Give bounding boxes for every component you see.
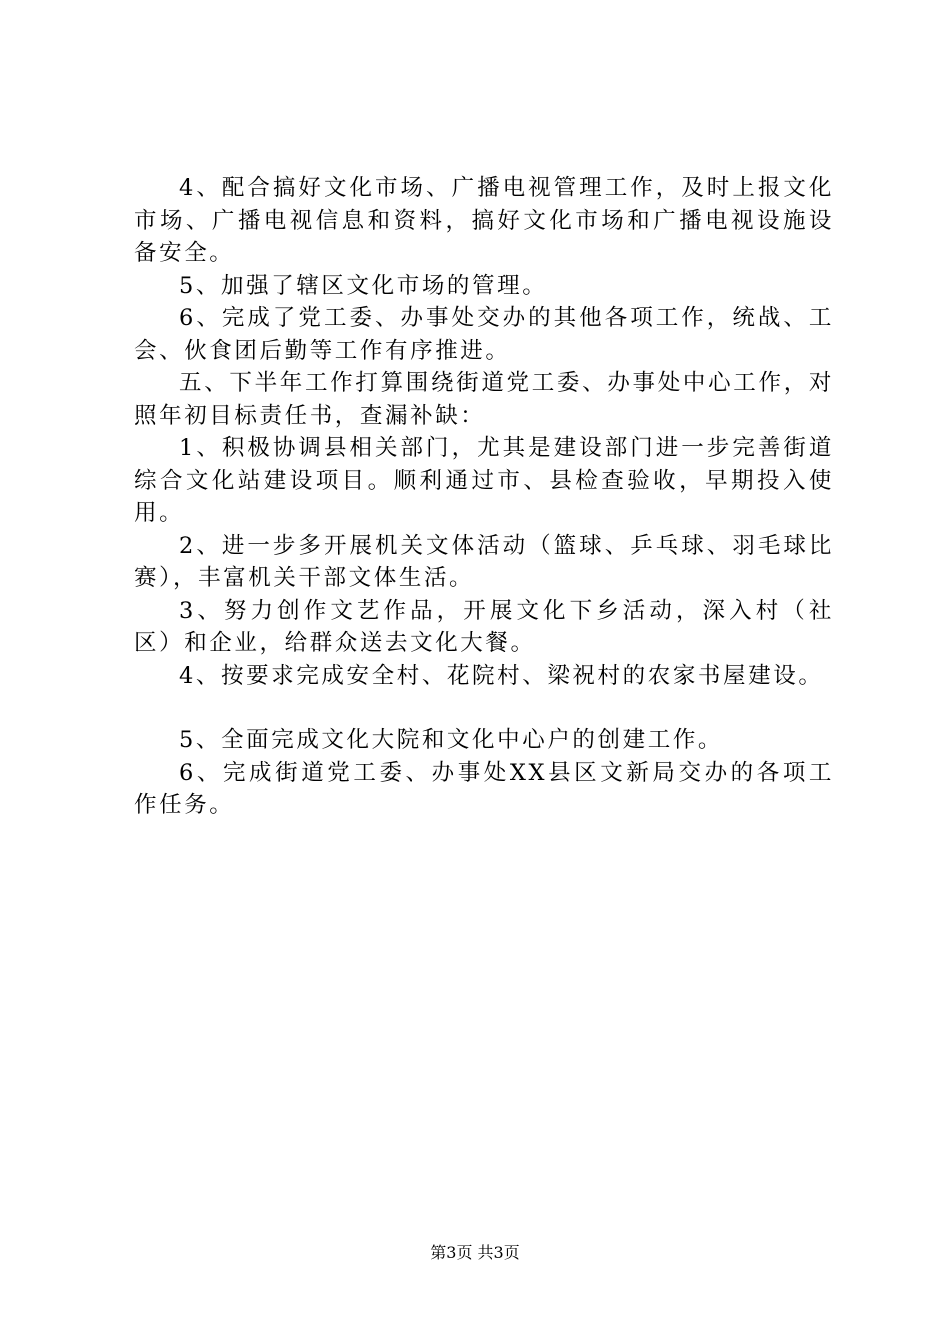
plan-item-5-culture-courtyard: 5、全面完成文化大院和文化中心户的创建工作。 [179,727,724,753]
plan-item-6-assigned-tasks: 6、完成街道党工委、办事处XX县区文新局交办的各项工作任务。 [134,759,834,818]
document-body [134,172,834,822]
section-heading-second-half-plan: 五、下半年工作打算围绕街道党工委、办事处中心工作，对照年初目标责任书，查漏补缺： [134,370,834,429]
plan-item-2-sports-activities: 2、进一步多开展机关文体活动（篮球、乒乓球、羽毛球比赛），丰富机关干部文体生活。 [134,532,834,591]
paragraph-item-4-culture-market: 4、配合搞好文化市场、广播电视管理工作，及时上报文化市场、广播电视信息和资料，搞好文化市场和广播电视设施设备安全。 [134,175,834,266]
plan-item-4-farm-bookhouse: 4、按要求完成安全村、花院村、梁祝村的农家书屋建设。 [179,662,824,689]
plan-item-1-cultural-station: 1、积极协调县相关部门，尤其是建设部门进一步完善街道综合文化站建设项目。顺利通过市、县检查验收，早期投入使用。 [134,435,834,526]
paragraph-item-6-other-tasks: 6、完成了党工委、办事处交办的其他各项工作，统战、工会、伙食团后勤等工作有序推进。 [134,305,834,364]
plan-item-3-art-works: 3、努力创作文艺作品，开展文化下乡活动，深入村（社区）和企业，给群众送去文化大餐。 [134,597,834,656]
paragraph-item-5-market-management: 5、加强了辖区文化市场的管理。 [179,272,548,299]
page-number-footer: 第3页 共3页 [430,1243,520,1262]
